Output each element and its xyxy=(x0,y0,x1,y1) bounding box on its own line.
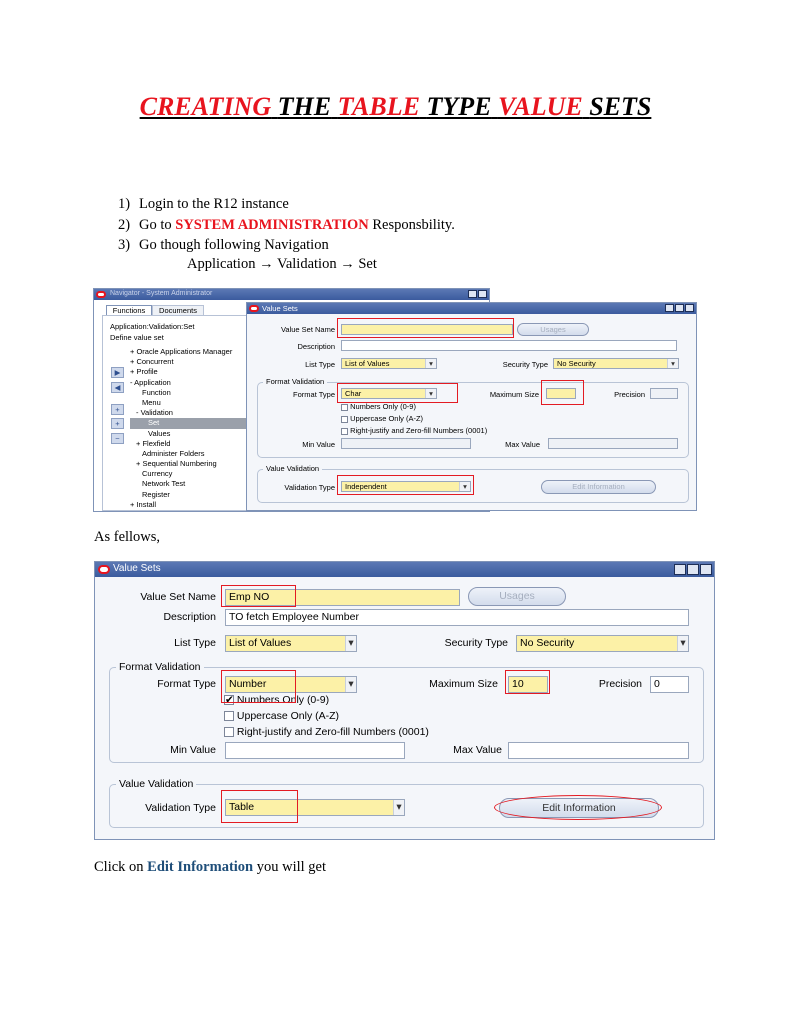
edit-information-text: Edit Information xyxy=(147,859,254,875)
title-word: CREATING xyxy=(139,92,272,121)
format-validation-title: Format Validation xyxy=(263,377,327,386)
window-title: Navigator - System Administrator xyxy=(110,290,213,297)
maximum-size-label: Maximum Size xyxy=(429,678,498,690)
format-validation-title: Format Validation xyxy=(116,661,204,673)
button-label: Usages xyxy=(499,590,535,602)
validation-type-label: Validation Type xyxy=(284,483,335,492)
max-value-input[interactable] xyxy=(508,742,689,759)
steps-list xyxy=(118,194,455,256)
value-validation-title: Value Validation xyxy=(263,464,322,473)
step-text: Responsbility. xyxy=(368,216,455,233)
security-type-select[interactable] xyxy=(516,635,689,652)
field-value: List of Values xyxy=(345,359,390,368)
list-type-label: List Type xyxy=(174,637,216,649)
navigator-titlebar xyxy=(94,289,489,300)
max-value-input[interactable] xyxy=(548,438,678,449)
tree-item[interactable]: - Validation xyxy=(136,408,173,418)
arrow-icon: → xyxy=(259,256,274,272)
value-validation-title: Value Validation xyxy=(116,778,196,790)
tree-item[interactable]: + Sequential Numbering xyxy=(136,459,217,469)
navigation-path xyxy=(187,256,377,273)
value-set-name-label: Value Set Name xyxy=(140,591,216,603)
collapse-icon[interactable]: ◀ xyxy=(111,382,124,393)
highlight-box xyxy=(221,790,298,823)
max-value-label: Max Value xyxy=(453,744,502,756)
checkbox-box xyxy=(224,711,234,721)
page-title xyxy=(0,92,791,122)
checkbox-label: Numbers Only (0-9) xyxy=(236,694,330,706)
chevron-down-icon: ▾ xyxy=(345,677,356,692)
min-value-label: Min Value xyxy=(170,744,216,756)
highlight-box xyxy=(505,670,550,694)
tree-item[interactable]: Currency xyxy=(142,469,173,479)
uppercase-only-checkbox[interactable] xyxy=(224,710,339,722)
security-type-label: Security Type xyxy=(502,360,548,369)
field-value: Number xyxy=(229,678,267,690)
min-value-input[interactable] xyxy=(341,438,471,449)
close-icon[interactable] xyxy=(478,290,487,298)
navigator-path: Application:Validation:Set xyxy=(110,322,195,331)
value-set-name-label: Value Set Name xyxy=(280,325,335,334)
title-word: THE xyxy=(277,92,332,121)
precision-label: Precision xyxy=(614,390,645,399)
tree-item[interactable]: + Install xyxy=(130,499,157,509)
field-value: Char xyxy=(345,389,362,398)
chevron-down-icon: ▾ xyxy=(425,389,436,398)
step-text: Login to the R12 instance xyxy=(139,196,289,212)
arrow-icon: → xyxy=(340,256,355,272)
tree-item[interactable]: + Concurrent xyxy=(130,357,174,367)
description-label: Description xyxy=(297,342,335,351)
max-value-label: Max Value xyxy=(505,440,540,449)
button-label: Usages xyxy=(540,325,566,334)
description-input[interactable] xyxy=(341,340,677,351)
tab-label: Documents xyxy=(159,306,197,315)
field-value: Table xyxy=(229,801,255,813)
paragraph-as-fellows: As fellows, xyxy=(94,529,161,545)
title-word: TABLE xyxy=(337,92,420,121)
nav-part: Set xyxy=(358,256,377,272)
maximize-icon[interactable] xyxy=(687,564,699,575)
navigator-tree xyxy=(130,347,246,510)
close-icon[interactable] xyxy=(685,304,694,312)
tree-item[interactable]: Values xyxy=(148,428,171,438)
precision-input[interactable] xyxy=(650,676,689,693)
highlight-box xyxy=(337,475,474,495)
close-icon[interactable] xyxy=(700,564,712,575)
highlight-box xyxy=(337,318,514,338)
minimize-icon[interactable] xyxy=(665,304,674,312)
tree-item[interactable]: Menu xyxy=(142,397,161,407)
nav-part: Validation xyxy=(276,256,337,272)
expand-branch-icon[interactable]: + xyxy=(111,404,124,415)
checkbox-box xyxy=(341,428,348,435)
edit-information-button[interactable] xyxy=(541,480,656,494)
format-type-label: Format Type xyxy=(157,678,216,690)
checkbox-label: Uppercase Only (A-Z) xyxy=(350,414,424,423)
value-sets-titlebar xyxy=(95,562,714,577)
title-word: SETS xyxy=(589,92,652,121)
numbers-only-checkbox[interactable] xyxy=(341,402,416,411)
oracle-logo-icon xyxy=(98,565,110,574)
value-sets-titlebar xyxy=(247,303,696,314)
oracle-logo-icon xyxy=(96,291,106,298)
field-value: Independent xyxy=(345,482,387,491)
checkbox-box xyxy=(224,727,234,737)
oracle-logo-icon xyxy=(249,305,259,312)
field-value: TO fetch Employee Number xyxy=(229,611,359,623)
highlight-box xyxy=(337,383,458,403)
button-label: Edit Information xyxy=(572,482,625,491)
para-text: Click on xyxy=(94,859,148,875)
chevron-down-icon: ▾ xyxy=(459,482,470,491)
field-value: List of Values xyxy=(229,637,292,649)
title-word: VALUE xyxy=(497,92,583,121)
security-type-label: Security Type xyxy=(444,637,508,649)
step-text: Go though following Navigation xyxy=(139,237,329,253)
security-type-select[interactable] xyxy=(553,358,679,369)
tree-item[interactable]: Administer Folders xyxy=(142,448,205,458)
tree-item[interactable]: + Oracle Applications Manager xyxy=(130,347,233,356)
maximize-icon[interactable] xyxy=(675,304,684,312)
highlight-box xyxy=(221,585,296,607)
field-value: No Security xyxy=(557,359,596,368)
tree-item[interactable]: + Flexfield xyxy=(136,438,171,448)
step-number: 3) xyxy=(118,237,131,253)
list-type-label: List Type xyxy=(305,360,335,369)
usages-button[interactable] xyxy=(468,587,566,606)
precision-input[interactable] xyxy=(650,388,678,399)
highlight-ellipse xyxy=(494,795,662,820)
step-item xyxy=(118,194,455,215)
tree-item[interactable]: + Profile xyxy=(130,367,158,377)
navigator-description: Define value set xyxy=(110,333,164,342)
button-label: Edit Information xyxy=(542,802,616,814)
field-value: No Security xyxy=(520,637,575,649)
step-text: Go to xyxy=(139,216,176,233)
field-value: 0 xyxy=(654,678,660,690)
list-type-select[interactable] xyxy=(225,635,357,652)
maximum-size-label: Maximum Size xyxy=(489,390,539,399)
uppercase-only-checkbox[interactable] xyxy=(341,414,423,423)
title-word: TYPE xyxy=(426,92,492,121)
checkbox-label: Right-justify and Zero-fill Numbers (0001) xyxy=(350,426,488,435)
expand-icon[interactable]: ▶ xyxy=(111,367,124,378)
window-title: Value Sets xyxy=(262,304,298,313)
checkbox-label: Numbers Only (0-9) xyxy=(350,402,416,411)
tree-item[interactable]: Network Test xyxy=(142,479,186,489)
collapse-all-icon[interactable]: − xyxy=(111,433,124,444)
chevron-down-icon: ▾ xyxy=(425,359,436,368)
step-number: 2) xyxy=(118,216,131,233)
highlight-box xyxy=(541,380,584,405)
step-item xyxy=(118,215,455,236)
description-label: Description xyxy=(163,611,216,623)
nav-part: Application xyxy=(187,256,256,272)
check-icon: ✔ xyxy=(225,694,234,707)
tree-item[interactable]: Set xyxy=(130,418,246,428)
paragraph-click-edit xyxy=(94,859,326,876)
step-highlight: SYSTEM ADMINISTRATION xyxy=(175,216,369,233)
usages-button[interactable] xyxy=(517,323,589,336)
min-value-label: Min Value xyxy=(302,440,335,449)
tree-item[interactable]: Register xyxy=(142,489,170,499)
step-number: 1) xyxy=(118,196,131,212)
checkbox-label: Right-justify and Zero-fill Numbers (0001) xyxy=(236,726,429,738)
chevron-down-icon: ▾ xyxy=(393,800,404,815)
list-type-select[interactable] xyxy=(341,358,437,369)
description-input[interactable] xyxy=(225,609,689,626)
validation-type-label: Validation Type xyxy=(145,802,216,814)
chevron-down-icon: ▾ xyxy=(345,636,356,651)
minimize-icon[interactable] xyxy=(468,290,477,298)
field-value: 10 xyxy=(512,678,524,690)
format-type-label: Format Type xyxy=(293,390,335,399)
checkbox-label: Uppercase Only (A-Z) xyxy=(236,710,340,722)
para-text: you will get xyxy=(253,859,327,875)
tree-item[interactable]: Function xyxy=(142,387,171,397)
checkbox-box xyxy=(341,416,348,423)
chevron-down-icon: ▾ xyxy=(677,636,688,651)
right-justify-checkbox[interactable] xyxy=(224,726,429,738)
expand-all-icon[interactable]: + xyxy=(111,418,124,429)
precision-label: Precision xyxy=(598,678,642,690)
chevron-down-icon: ▾ xyxy=(667,359,678,368)
tab-label: Functions xyxy=(112,306,146,315)
minimize-icon[interactable] xyxy=(674,564,686,575)
window-title: Value Sets xyxy=(113,563,161,574)
tree-item[interactable]: - Application xyxy=(130,377,171,387)
field-value: Emp NO xyxy=(229,591,270,603)
checkbox-box xyxy=(341,404,348,411)
right-justify-checkbox[interactable] xyxy=(341,426,487,435)
min-value-input[interactable] xyxy=(225,742,405,759)
step-item xyxy=(118,235,455,256)
